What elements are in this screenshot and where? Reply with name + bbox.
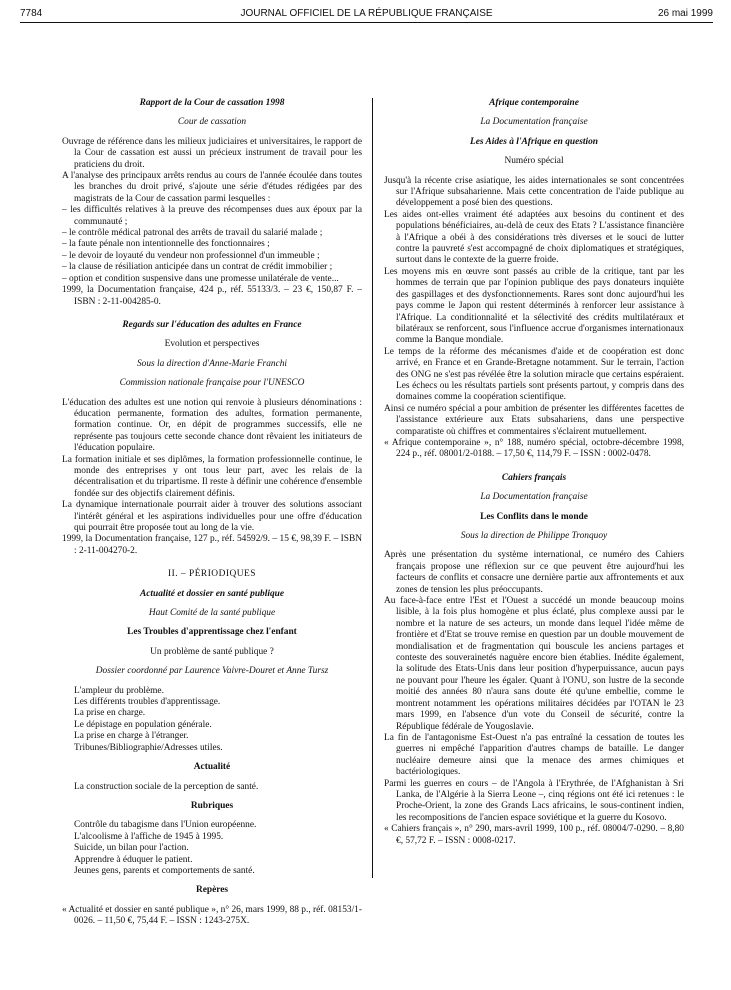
- header-rule: [20, 22, 713, 23]
- journal-title: JOURNAL OFFICIEL DE LA RÉPUBLIQUE FRANÇAISE: [240, 8, 493, 19]
- bibliographic-reference: « Cahiers français », n° 290, mars-avril 1999, 100 p., réf. 08004/7-0290. – 8,80 €, 57,72 F. – ISSN : 0008-0217.: [384, 824, 684, 846]
- paragraph: Le temps de la réforme des mécanismes d'aide et de coopération est donc arrivé, en France et en Grande-Bretagne notamment. Sur le terrain, l'action des ONG ne s'est pas révélée être la solution miracle que certains espéraient. Les échecs ou les résultats partiels sont présents partout, y compris dans des domaines comme la coopération scientifique.: [384, 346, 684, 403]
- list-item: L'alcoolisme à l'affiche de 1945 à 1995.: [74, 831, 224, 842]
- list-item: La construction sociale de la perception de santé.: [74, 781, 259, 792]
- rubric-heading: Actualité: [193, 762, 231, 773]
- list-item: – le contrôle médical patronal des arrêts de travail du salarié malade ;: [62, 228, 323, 239]
- paragraph: Ainsi ce numéro spécial a pour ambition de présenter les différentes facettes de l'assistance extérieure aux Etats subsahariens, dans une perspective comparatiste où chiffres et commentaires s'éclairent mutuellement.: [384, 403, 684, 437]
- paragraph: Après une présentation du système international, ce numéro des Cahiers français propose une réflexion sur ce que peuvent être aujourd'hui les facteurs de conflits et consacre une dernière partie aux affrontements et aux zones de tension les plus préoccupants.: [384, 550, 684, 595]
- page-number: 7784: [20, 8, 43, 19]
- paragraph: Ouvrage de référence dans les milieux judiciaires et universitaires, le rapport de la Cour de cassation est aussi un précieux instrument de travail pour les praticiens du droit.: [62, 136, 362, 170]
- list-item: – la faute pénale non intentionnelle des fonctionnaires ;: [62, 239, 270, 250]
- issue-title: Les Conflits dans le monde: [480, 511, 588, 522]
- part-heading: II. – PÉRIODIQUES: [168, 569, 256, 580]
- paragraph: La fin de l'antagonisme Est-Ouest n'a pas entraîné la cessation de toutes les guerres ni empêché l'apparition d'autres champs de bataille. Le danger nucléaire demeure ainsi que la menace des armes chimiques et bactériologiques.: [384, 732, 684, 778]
- issue-title: Les Aides à l'Afrique en question: [469, 136, 599, 147]
- section-title: Regards sur l'éducation des adultes en France: [122, 319, 302, 330]
- list-item: Contrôle du tabagisme dans l'Union européenne.: [74, 820, 257, 831]
- paragraph: Les moyens mis en œuvre sont passés au crible de la critique, tant par les hommes de terrain que par l'opinion publique des pays donateurs inquiète des gaspillages et des dysfonctionnements. Rares sont donc aujourd'hui les pays comme le Japon qui restent déterminés à renforcer leur assistance à l'Afrique. La conditionnalité et la sélectivité des crédits multilatéraux et bilatéraux se renforcent, sous l'influence accrue d'organismes internationaux comme la Banque mondiale.: [384, 266, 684, 346]
- paragraph: La formation initiale et ses diplômes, la formation professionnelle continue, le monde des entreprises y ont tous leur part, avec les relais de la décentralisation et du tripartisme. Il reste à définir une cohérence d'ensemble fondée sur des objectifs clairement définis.: [62, 454, 362, 499]
- list-item: La prise en charge.: [74, 708, 146, 719]
- paragraph: L'éducation des adultes est une notion qui renvoie à plusieurs dénominations : éducation permanente, formation des adultes, formation permanente, formation continue. Or, en dépit de programmes successifs, elle ne représente pas toujours cette seconde chance dont rêvaient les initiateurs de l'éducation populaire.: [62, 397, 362, 454]
- dossier-subtitle: Un problème de santé publique ?: [150, 646, 274, 657]
- paragraph: Parmi les guerres en cours – de l'Angola à l'Erythrée, de l'Afghanistan à Sri Lanka, de l'Algérie à la Sierra Leone –, cinq régions ont été ici retenues : le Proche-Orient, la zone des Grands Lacs africains, le sous-continent indien, les recompositions de l'ancien espace soviétique et la guerre du Kosovo.: [384, 778, 684, 823]
- section-title: Afrique contemporaine: [489, 98, 579, 108]
- section-title: Cahiers français: [501, 472, 567, 483]
- section-subtitle: Haut Comité de la santé publique: [148, 608, 276, 619]
- list-item: L'ampleur du problème.: [74, 685, 164, 696]
- list-item: – option et condition suspensive dans une promesse unilatérale de vente...: [62, 273, 339, 284]
- section-publisher: La Documentation française: [480, 117, 588, 128]
- paragraph: A l'analyse des principaux arrêts rendus au cours de l'année écoulée dans toutes les branches du droit privé, s'ajoute une série d'études rédigées par des magistrats de la Cour de cassation parmi lesquelles :: [62, 171, 362, 204]
- bibliographic-reference: 1999, la Documentation française, 424 p., réf. 55133/3. – 23 €, 150,87 F. – ISBN : 2-11-004285-0.: [62, 285, 362, 307]
- list-item: – le devoir de loyauté du vendeur non professionnel d'un immeuble ;: [62, 250, 320, 261]
- list-item: – les difficultés relatives à la preuve des récompenses dues aux époux par la communauté ;: [62, 205, 362, 227]
- dossier-coordinators: Dossier coordonné par Laurence Vaivre-Douret et Anne Tursz: [95, 666, 329, 677]
- paragraph: Les aides ont-elles vraiment été adaptées aux besoins du continent et des populations bénéficiaires, au-delà de ceux des Etats ? L'assistance financière à l'Afrique a obéi à des considérations très diverses et le souci de lutter contre la pauvreté s'est accompagné de choix diplomatiques et stratégiques, surtout dans le contexte de la guerre froide.: [384, 209, 684, 266]
- bibliographic-reference: « Afrique contemporaine », n° 188, numéro spécial, octobre-décembre 1998, 224 p., réf. 08001/2-0188. – 17,50 €, 114,79 F. – ISSN : 0002-0478.: [384, 437, 684, 460]
- column-divider: [372, 98, 373, 878]
- bibliographic-reference: 1999, la Documentation française, 127 p., réf. 54592/9. – 15 €, 98,39 F. – ISBN : 2-11-004270-2.: [62, 534, 362, 556]
- paragraph: La dynamique internationale pourrait aider à trouver des solutions associant l'intérêt général et les aspirations individuelles pour une offre d'éducation qui pourrait être proposée tout au long de la vie.: [62, 500, 362, 533]
- right-column: [384, 98, 684, 847]
- section-title: Rapport de la Cour de cassation 1998: [139, 98, 285, 108]
- list-item: – la clause de résiliation anticipée dans un contrat de crédit immobilier ;: [62, 262, 333, 273]
- paragraph: Au face-à-face entre l'Est et l'Ouest a succédé un monde beaucoup moins lisible, à la fois plus homogène et plus éclaté, plus complexe aussi par le nombre et la nature de ses acteurs, un monde dans lequel l'idée même de frontière et d'Etat se trouve remise en question par un double mouvement de mondialisation et de fragmentation qui bouscule les anciens partages et conteste des souverainetés naguère encore bien établies. Inédite également, la solitude des Etats-Unis dans leur position d'hyperpuissance, aucun pays ne pouvant pour l'heure les égaler. Quant à l'ONU, son lustre de la seconde moitié des années 80 n'aura sans doute été qu'une embellie, comme le montrent notamment les opérations militaires décidées par l'OTAN le 23 mars 1999, en l'absence d'un vote du Conseil de sécurité, contre la République fédérale de Yougoslavie.: [384, 596, 684, 732]
- list-item: Apprendre à éduquer le patient.: [74, 854, 193, 865]
- issue-subtitle: Numéro spécial: [504, 156, 564, 167]
- section-subtitle: Evolution et perspectives: [164, 339, 260, 350]
- section-subtitle: Cour de cassation: [177, 117, 247, 128]
- list-item: La prise en charge à l'étranger.: [74, 731, 189, 742]
- section-director: Sous la direction d'Anne-Marie Franchi: [136, 358, 288, 369]
- section-director: Sous la direction de Philippe Tronquoy: [460, 531, 608, 541]
- issue-date: 26 mai 1999: [657, 8, 713, 19]
- list-item: Tribunes/Bibliographie/Adresses utiles.: [74, 742, 223, 753]
- list-item: Jeunes gens, parents et comportements de santé.: [74, 865, 255, 876]
- list-item: Le dépistage en population générale.: [74, 719, 212, 730]
- list-item: Suicide, un bilan pour l'action.: [74, 843, 189, 854]
- section-title: Actualité et dossier en santé publique: [139, 588, 285, 599]
- list-item: Les différents troubles d'apprentissage.: [74, 697, 221, 708]
- left-column: [62, 98, 362, 928]
- section-publisher: Commission nationale française pour l'UNESCO: [119, 378, 305, 389]
- rubric-heading: Rubriques: [190, 800, 234, 811]
- section-publisher: La Documentation française: [480, 492, 588, 503]
- bibliographic-reference: « Actualité et dossier en santé publique », n° 26, mars 1999, 88 p., réf. 08153/1-0026. – 11,50 €, 75,44 F. – ISSN : 1243-275X.: [62, 904, 362, 927]
- paragraph: Jusqu'à la récente crise asiatique, les aides internationales se sont concentrées sur l'Afrique subsaharienne. Mais cette concentration de l'aide publique au développement a posé bien des questions.: [384, 175, 684, 209]
- rubric-heading: Repères: [195, 885, 229, 896]
- dossier-title: Les Troubles d'apprentissage chez l'enfant: [127, 627, 297, 638]
